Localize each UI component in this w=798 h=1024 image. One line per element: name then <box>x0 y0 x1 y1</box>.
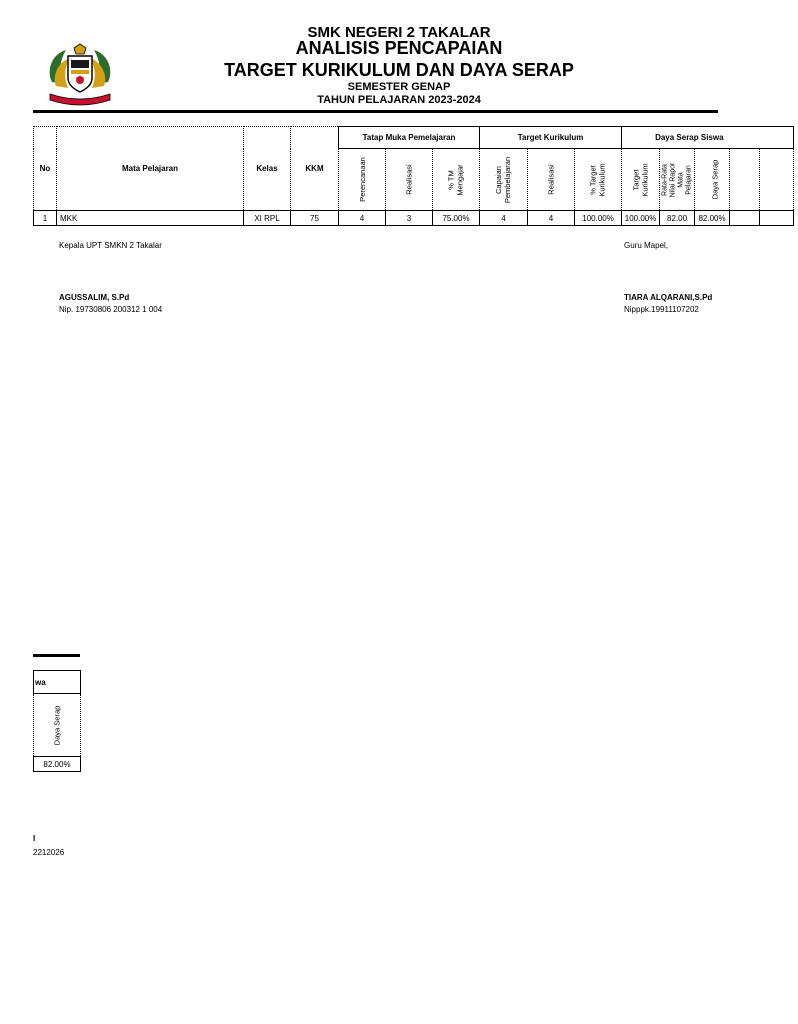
analysis-table <box>33 126 726 227</box>
school-name: SMK NEGERI 2 TAKALAR <box>307 24 491 41</box>
cell-tm: 75.00% <box>433 211 480 226</box>
fragment-table <box>33 670 80 770</box>
right-sign-name: TIARA ALQARANI,S.Pd <box>624 293 713 302</box>
sub-pct-tm: % TM Mengajar <box>433 149 480 211</box>
group-target-kurikulum: Target Kurikulum <box>480 127 622 149</box>
sub-perencanaan: Perencanaan <box>339 149 386 211</box>
right-sign-nip: Nipppk.19911107202 <box>624 305 699 314</box>
fragment-divider <box>33 654 80 657</box>
cell-realisasi2: 4 <box>528 211 575 226</box>
sub-daya-serap: Daya Serap <box>695 149 730 211</box>
cell-pct-target: 100.00% <box>575 211 622 226</box>
academic-year: TAHUN PELAJARAN 2023-2024 <box>317 94 481 106</box>
sub-target: Target Kurikulum <box>622 149 660 211</box>
fragment-name-tail: I <box>33 834 36 843</box>
semester-label: SEMESTER GENAP <box>347 81 451 93</box>
report-subtitle: TARGET KURIKULUM DAN DAYA SERAP <box>224 60 574 80</box>
col-no-header: No <box>34 127 57 211</box>
right-sign-title: Guru Mapel, <box>624 241 669 250</box>
cell-no: 1 <box>34 211 57 226</box>
report-title: ANALISIS PENCAPAIAN <box>295 38 503 58</box>
header-divider <box>33 110 718 113</box>
cell-realisasi: 3 <box>386 211 433 226</box>
col-kelas-header: Kelas <box>244 127 291 211</box>
sub-pct-target: % Target Kurikulum <box>575 149 622 211</box>
cell-kelas: XI RPL <box>244 211 291 226</box>
cell-perencanaan: 4 <box>339 211 386 226</box>
group-tatap-muka: Tatap Muka Pemelajaran <box>339 127 480 149</box>
sub-rata-rata: Rata-Rata Nilai Rapor Mata Pelajaran <box>660 149 695 211</box>
fragment-daya-header: Daya Serap <box>34 694 81 757</box>
left-sign-title: Kepala UPT SMKN 2 Takalar <box>59 241 162 250</box>
sub-realisasi-tm: Realisasi <box>386 149 433 211</box>
sub-capaian: Capaian Pembelajaran <box>480 149 528 211</box>
fragment-nip-tail: 2212026 <box>33 848 65 857</box>
group-daya-serap: Daya Serap Siswa <box>622 127 794 149</box>
col-mapel-header: Mata Pelajaran <box>57 127 244 211</box>
left-sign-name: AGUSSALIM, S.Pd <box>59 293 130 302</box>
cell-daya: 82.00% <box>695 211 730 226</box>
fragment-daya-value: 82.00% <box>34 757 81 772</box>
cell-mapel: MKK <box>57 211 244 226</box>
cell-target: 100.00% <box>622 211 660 226</box>
col-kkm-header: KKM <box>291 127 339 211</box>
left-sign-nip: Nip. 19730806 200312 1 004 <box>59 305 163 314</box>
fragment-group-header: wa <box>34 671 81 694</box>
cell-kkm: 75 <box>291 211 339 226</box>
cell-rata: 82.00 <box>660 211 695 226</box>
table-row <box>34 211 794 226</box>
cell-capaian: 4 <box>480 211 528 226</box>
sub-realisasi-target: Realisasi <box>528 149 575 211</box>
